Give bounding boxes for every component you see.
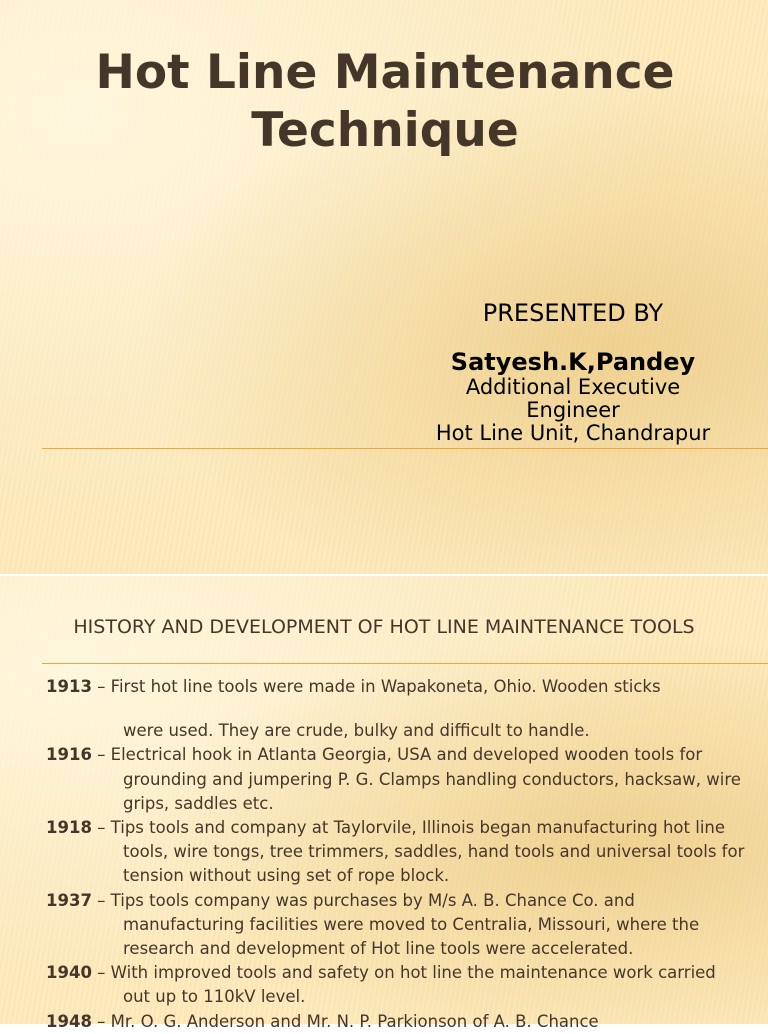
entry-year: 1948 xyxy=(46,1011,92,1031)
entry-year: 1916 xyxy=(46,745,92,765)
role-line-2: Engineer xyxy=(526,398,620,422)
history-entry xyxy=(46,816,746,889)
role-line-1: Additional Executive xyxy=(465,375,681,399)
history-heading: HISTORY AND DEVELOPMENT OF HOT LINE MAINTENANCE TOOLS xyxy=(73,616,695,638)
presented-by-label: PRESENTED BY xyxy=(482,299,664,327)
entry-text: – First hot line tools were made in Wapakoneta, Ohio. Wooden sticks xyxy=(91,677,661,696)
entry-text: – Electrical hook in Atlanta Georgia, USA and developed wooden tools for grounding and jumpering P. G. Clamps handling conductors, hacksaw, wire grips, saddles etc. xyxy=(91,745,741,813)
entry-text: were used. They are crude, bulky and difficult to handle. xyxy=(123,721,590,741)
entry-year: 1913 xyxy=(46,677,92,696)
entry-text: – Tips tools company was purchases by M/s A. B. Chance Co. and manufacturing facilities were moved to Centralia, Missouri, where the research and development of Hot line tools were accelerated. xyxy=(91,890,700,959)
history-entry xyxy=(46,889,746,962)
history-entry-continuation xyxy=(46,719,746,743)
divider-line xyxy=(42,448,768,449)
entry-text: – Mr. O. G. Anderson and Mr. N. P. Parkionson of A. B. Chance xyxy=(91,1011,599,1031)
history-entry xyxy=(46,743,746,816)
history-entry xyxy=(46,961,746,1009)
role-line-3: Hot Line Unit, Chandrapur xyxy=(435,421,711,445)
history-entry xyxy=(46,1010,746,1034)
entry-year: 1937 xyxy=(46,890,92,910)
entry-text: – With improved tools and safety on hot line the maintenance work carried out up to 110kV level. xyxy=(91,963,716,1007)
slide-title xyxy=(40,44,730,160)
history-list xyxy=(46,675,746,1034)
entry-text: – Tips tools and company at Taylorvile, Illinois began manufacturing hot line tools, wire tongs, tree trimmers, saddles, hand tools and universal tools for tension without using set of rope block. xyxy=(91,818,745,886)
divider-line xyxy=(42,663,768,664)
entry-year: 1918 xyxy=(46,818,92,838)
entry-year: 1940 xyxy=(46,963,92,983)
title-line-1: Hot Line Maintenance xyxy=(95,45,675,100)
history-entry xyxy=(46,675,746,699)
title-line-2: Technique xyxy=(251,103,519,158)
presenter-role xyxy=(400,376,746,445)
presenter-name: Satyesh.K,Pandey xyxy=(450,348,696,376)
